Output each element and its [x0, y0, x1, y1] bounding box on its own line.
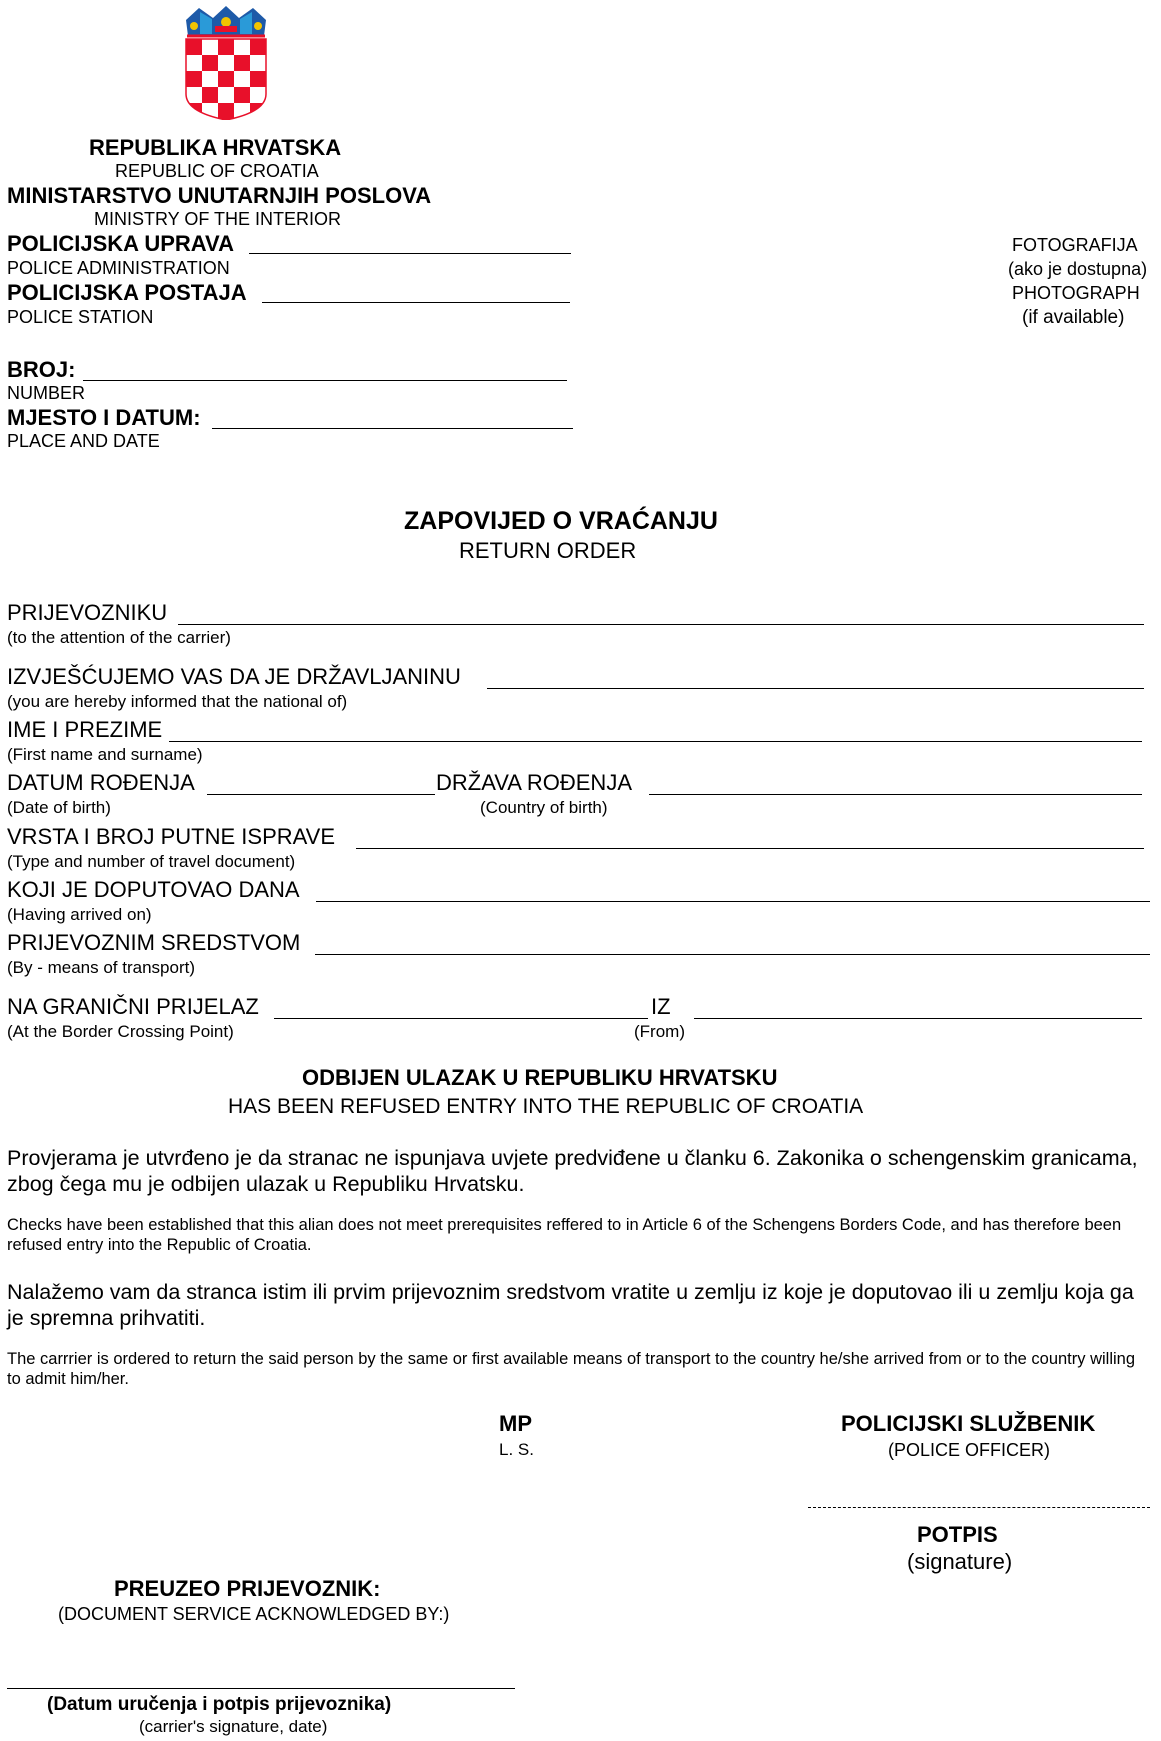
border-crossing-label: NA GRANIČNI PRIJELAZ [7, 994, 259, 1019]
ministry-hr: MINISTARSTVO UNUTARNJIH POSLOVA [7, 183, 432, 208]
place-date-hr: MJESTO I DATUM: [7, 405, 201, 430]
arrived-label: KOJI JE DOPUTOVAO DANA [7, 877, 300, 902]
number-hr: BROJ: [7, 357, 76, 382]
police-admin-hr: POLICIJSKA UPRAVA [7, 231, 234, 256]
name-line[interactable] [169, 741, 1142, 742]
name-label-en: (First name and surname) [7, 745, 203, 764]
photo-note-hr: (ako je dostupna) [1008, 259, 1148, 279]
name-label: IME I PREZIME [7, 717, 163, 742]
checks-paragraph-en: Checks have been established that this alian does not meet prerequisites reffered to in Article 6 of the Schengens Borders Code, and has therefore been refused entry into the Republic of Croatia. [7, 1216, 1122, 1254]
photo-label-en: PHOTOGRAPH [1012, 283, 1140, 303]
carrier-line[interactable] [178, 624, 1144, 625]
signature-hr: POTPIS [917, 1522, 998, 1547]
nationality-label: IZVJEŠĆUJEMO VAS DA JE DRŽAVLJANINU [7, 664, 461, 689]
stamp-ls: L. S. [499, 1440, 534, 1459]
from-label: IZ [651, 994, 671, 1019]
transport-line[interactable] [315, 954, 1150, 955]
refused-heading: ODBIJEN ULAZAK U REPUBLIKU HRVATSKU [302, 1065, 778, 1090]
stamp-mp: MP [499, 1411, 532, 1436]
police-station-hr: POLICIJSKA POSTAJA [7, 280, 247, 305]
signature-en: (signature) [907, 1549, 1013, 1574]
dob-label: DATUM ROĐENJA [7, 770, 195, 795]
order-paragraph-hr: Nalažemo vam da stranca istim ili prvim prijevoznim sredstvom vratite u zemlju iz koje je doputovao ili u zemlju koja ga je spremna prihvatiti. [7, 1280, 1134, 1330]
travel-doc-label: VRSTA I BROJ PUTNE ISPRAVE [7, 824, 336, 849]
page-subtitle: RETURN ORDER [459, 538, 637, 563]
ministry-en: MINISTRY OF THE INTERIOR [94, 209, 342, 229]
carrier-label: PRIJEVOZNIKU [7, 600, 168, 625]
dob-line[interactable] [207, 794, 435, 795]
place-date-line[interactable] [212, 428, 573, 429]
police-officer-en: (POLICE OFFICER) [888, 1440, 1051, 1460]
nationality-line[interactable] [487, 688, 1144, 689]
crown [186, 6, 266, 36]
nationality-label-en: (you are hereby informed that the national of) [7, 692, 348, 711]
coat-of-arms-icon [185, 6, 267, 120]
travel-doc-line[interactable] [356, 848, 1144, 849]
dob-label-en: (Date of birth) [7, 798, 111, 817]
photo-note-en: (if available) [1022, 307, 1125, 328]
officer-signature-line[interactable] [808, 1507, 1150, 1508]
carrier-signature-hr: (Datum uručenja i potpis prijevoznika) [47, 1694, 392, 1715]
place-date-en: PLACE AND DATE [7, 431, 160, 451]
order-paragraph-en: The carrrier is ordered to return the said person by the same or first available means of transport to the country he/she arrived from or to the country willing to admit him/her. [7, 1350, 1136, 1388]
from-line[interactable] [694, 1018, 1142, 1019]
carrier-received-en: (DOCUMENT SERVICE ACKNOWLEDGED BY:) [58, 1604, 450, 1624]
cob-line[interactable] [649, 794, 1142, 795]
police-admin-line[interactable] [249, 253, 571, 254]
checkerboard-shield [186, 39, 266, 120]
police-station-line[interactable] [262, 302, 570, 303]
police-admin-en: POLICE ADMINISTRATION [7, 258, 230, 278]
refused-subheading: HAS BEEN REFUSED ENTRY INTO THE REPUBLIC OF CROATIA [228, 1095, 864, 1118]
republic-en: REPUBLIC OF CROATIA [115, 161, 319, 181]
transport-label-en: (By - means of transport) [7, 958, 196, 977]
republic-hr: REPUBLIKA HRVATSKA [89, 135, 342, 160]
number-line[interactable] [83, 380, 567, 381]
cob-label-en: (Country of birth) [480, 798, 608, 817]
carrier-signature-line[interactable] [7, 1688, 515, 1689]
arrived-label-en: (Having arrived on) [7, 905, 152, 924]
from-label-en: (From) [634, 1022, 685, 1041]
border-crossing-line[interactable] [274, 1018, 648, 1019]
carrier-label-en: (to the attention of the carrier) [7, 628, 231, 647]
travel-doc-label-en: (Type and number of travel document) [7, 852, 296, 871]
page-title: ZAPOVIJED O VRAĆANJU [404, 507, 718, 535]
cob-label: DRŽAVA ROĐENJA [436, 770, 632, 795]
police-officer-hr: POLICIJSKI SLUŽBENIK [841, 1411, 1096, 1436]
police-station-en: POLICE STATION [7, 307, 154, 327]
carrier-signature-en: (carrier's signature, date) [139, 1717, 328, 1736]
transport-label: PRIJEVOZNIM SREDSTVOM [7, 930, 301, 955]
arrived-line[interactable] [316, 901, 1150, 902]
border-crossing-label-en: (At the Border Crossing Point) [7, 1022, 234, 1041]
carrier-received-hr: PREUZEO PRIJEVOZNIK: [114, 1576, 381, 1601]
number-en: NUMBER [7, 383, 86, 403]
photo-label-hr: FOTOGRAFIJA [1012, 235, 1138, 255]
checks-paragraph-hr: Provjerama je utvrđeno je da stranac ne ispunjava uvjete predviđene u članku 6. Zakonika o schengenskim granicama, zbog čega mu je odbijen ulazak u Republiku Hrvatsku. [7, 1146, 1138, 1196]
